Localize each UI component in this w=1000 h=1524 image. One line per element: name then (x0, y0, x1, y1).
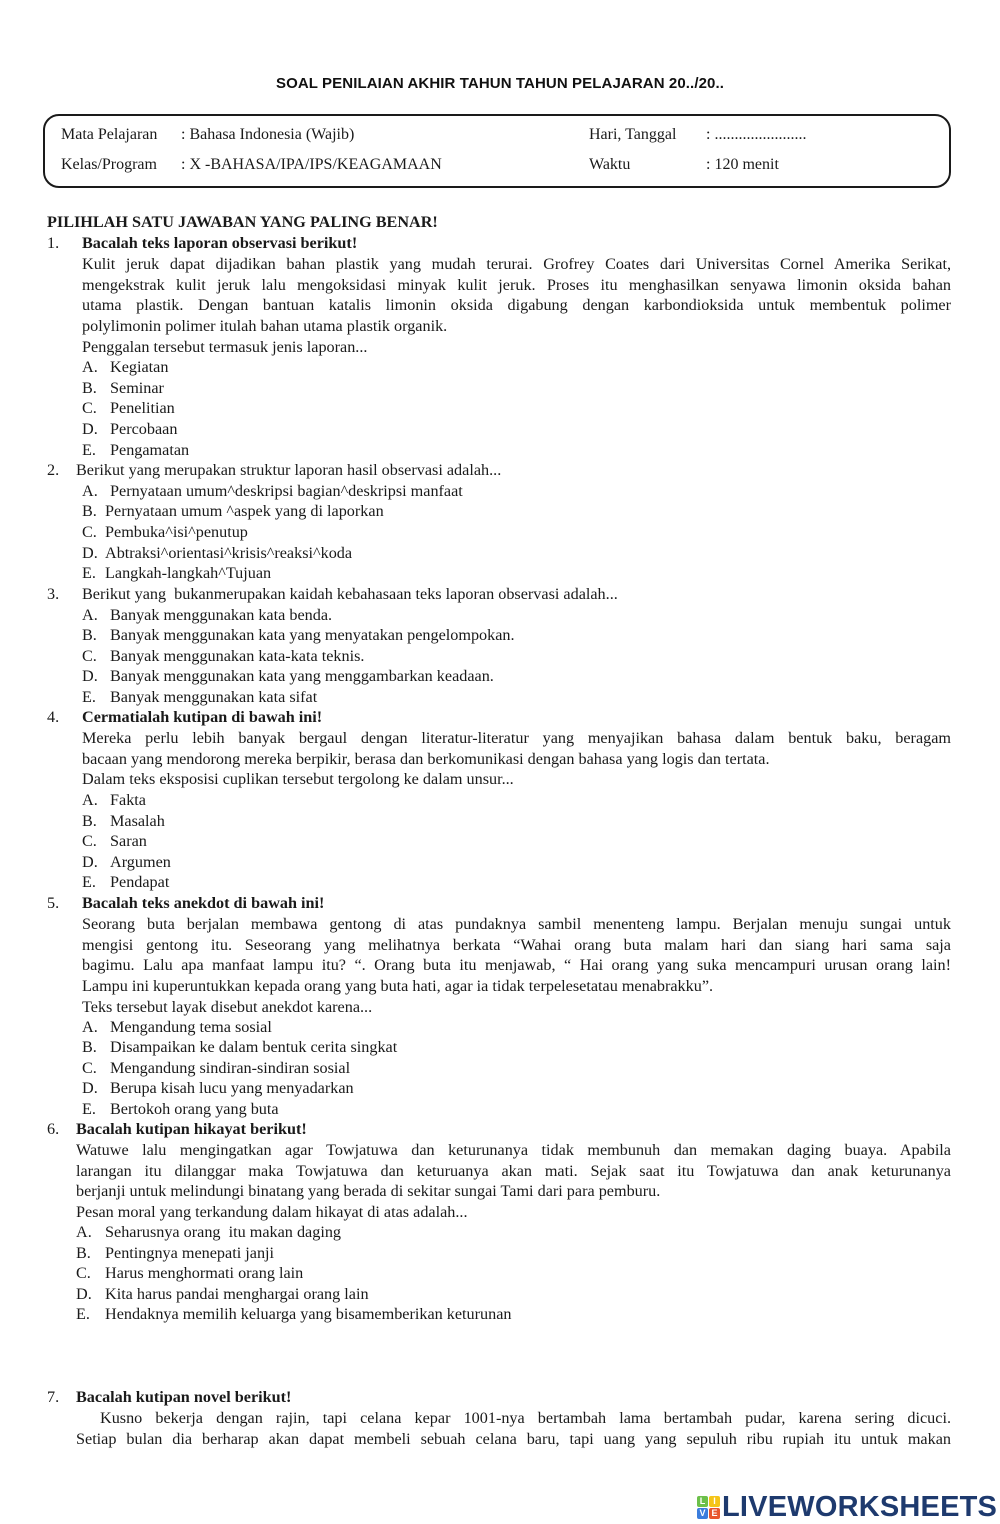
option-text: Banyak menggunakan kata yang menggambarkan keadaan. (110, 667, 494, 685)
option-letter: E. (76, 1305, 90, 1323)
option-c[interactable] (82, 398, 175, 419)
option-letter: A. (76, 1223, 92, 1241)
passage-line: mengisi gentong itu. Seseorang yang melihatnya berkata “Wahai orang buta malam hari dan siang hari sama saja (82, 935, 951, 954)
passage-line: utama plastik. Dengan bantuan katalis limonin oksida digabung dengan karbondioksida untuk membentuk polimer (82, 296, 951, 315)
option-e[interactable] (82, 563, 271, 584)
option-text: Masalah (110, 812, 165, 830)
question-passage (76, 1408, 951, 1449)
option-text: Berupa kisah lucu yang menyadarkan (110, 1079, 354, 1097)
passage-line: Seorang buta berjalan membawa gentong di atas pundaknya sambil menenteng lampu. Berjalan menuju sungai untuk (82, 915, 951, 933)
question-prompt: Teks tersebut layak disebut anekdot karena... (82, 997, 373, 1016)
option-c[interactable] (76, 1263, 303, 1284)
question-passage (82, 914, 951, 1017)
option-text: Langkah-langkah^Tujuan (105, 564, 272, 582)
option-d[interactable] (82, 666, 494, 687)
question-title: Bacalah kutipan novel berikut! (76, 1388, 292, 1406)
option-letter: D. (82, 667, 98, 685)
question-title: Cermatialah kutipan di bawah ini! (82, 708, 323, 726)
option-letter: E. (82, 1100, 96, 1118)
option-text: Banyak menggunakan kata yang menyatakan pengelompokan. (110, 626, 515, 644)
question-passage (82, 728, 951, 790)
option-b[interactable] (82, 811, 165, 832)
option-letter: B. (82, 626, 97, 644)
option-letter: B. (76, 1244, 91, 1262)
option-b[interactable] (82, 625, 515, 646)
option-text: Penelitian (110, 399, 175, 417)
option-letter: C. (82, 399, 97, 417)
subject-value: : Bahasa Indonesia (Wajib) (181, 126, 355, 143)
question-title: Berikut yang merupakan struktur laporan hasil observasi adalah... (76, 461, 502, 479)
question-passage (82, 254, 951, 357)
option-letter: D. (82, 544, 98, 562)
passage-line: Watuwe lalu mengingatkan agar Towjatuwa dan keturunanya tidak membunuh dan memakan daging buaya. Apabila (76, 1141, 951, 1159)
option-text: Seminar (110, 379, 164, 397)
logo-tiles-icon (697, 1496, 720, 1519)
option-text: Pendapat (110, 873, 170, 891)
option-letter: C. (82, 647, 97, 665)
option-letter: B. (82, 812, 97, 830)
option-letter: C. (82, 832, 97, 850)
option-e[interactable] (82, 440, 189, 461)
option-letter: D. (82, 420, 98, 438)
option-letter: D. (82, 853, 98, 871)
option-text: Argumen (110, 853, 171, 871)
class-value: : X -BAHASA/IPA/IPS/KEAGAMAAN (181, 156, 442, 173)
option-e[interactable] (76, 1304, 512, 1325)
option-text: Banyak menggunakan kata sifat (110, 688, 318, 706)
subject-label: Mata Pelajaran (61, 126, 158, 143)
option-text: Pernyataan umum^deskripsi bagian^deskripsi manfaat (110, 482, 463, 500)
question-number: 4. (47, 708, 60, 726)
option-b[interactable] (82, 1037, 397, 1058)
option-text: Mengandung tema sosial (110, 1018, 272, 1036)
question-number: 1. (47, 234, 60, 252)
question-title: Bacalah teks anekdot di bawah ini! (82, 894, 325, 912)
option-a[interactable] (76, 1222, 341, 1243)
option-letter: E. (82, 564, 96, 582)
passage-line: Setiap bulan dia berharap akan dapat membeli sebuah celana baru, tapi uang yang sepuluh ribu rupiah itu untuk makan (76, 1429, 951, 1448)
passage-line: mengekstrak kulit jeruk lalu mengoksidasi minyak kulit jeruk. Proses itu menghasilkan senyawa limonin oksida bahan (82, 275, 951, 294)
question-number: 6. (47, 1120, 60, 1138)
option-text: Fakta (110, 791, 146, 809)
option-text: Pembuka^isi^penutup (105, 523, 248, 541)
option-letter: C. (82, 1059, 97, 1077)
option-text: Saran (110, 832, 147, 850)
option-e[interactable] (82, 687, 317, 708)
passage-line: bagimu. Lalu apa manfaat lampu itu? “. Orang buta itu menjawab, “ Hai orang yang suka mencampuri urusan orang lain! (82, 956, 951, 975)
option-c[interactable] (82, 831, 147, 852)
option-c[interactable] (82, 522, 248, 543)
logo-tile: V (697, 1508, 708, 1519)
option-letter: A. (82, 606, 98, 624)
question-title: Berikut yang bukanmerupakan kaidah kebahasaan teks laporan observasi adalah... (82, 585, 618, 603)
option-text: Kegiatan (110, 358, 169, 376)
option-a[interactable] (82, 481, 463, 502)
option-b[interactable] (76, 1243, 274, 1264)
instruction-heading: PILIHLAH SATU JAWABAN YANG PALING BENAR! (47, 213, 438, 231)
option-d[interactable] (82, 852, 171, 873)
question-number: 7. (47, 1388, 60, 1406)
option-c[interactable] (82, 1058, 350, 1079)
passage-line: berjanji untuk melindungi binatang yang berada di sekitar sungai Tami dari para pemburu. (76, 1182, 661, 1201)
option-text: Abtraksi^orientasi^krisis^reaksi^koda (105, 544, 353, 562)
logo-text: LIVEWORKSHEETS (722, 1491, 998, 1523)
option-letter: E. (82, 688, 96, 706)
option-a[interactable] (82, 1017, 272, 1038)
logo-tile: L (697, 1496, 708, 1507)
option-e[interactable] (82, 872, 169, 893)
option-letter: E. (82, 873, 96, 891)
passage-line: bacaan yang mendorong mereka berpikir, berasa dan berkomunikasi dengan bahasa yang logis dan tertata. (82, 749, 770, 768)
option-letter: B. (82, 502, 97, 520)
question-prompt: Pesan moral yang terkandung dalam hikayat di atas adalah... (76, 1203, 468, 1222)
option-text: Banyak menggunakan kata benda. (110, 606, 333, 624)
option-text: Kita harus pandai menghargai orang lain (105, 1285, 369, 1303)
passage-line: Lampu ini kuperuntukkan kepada orang yang buta hati, agar ia tidak terpelesetatau menabrakku”. (82, 977, 714, 996)
time-label: Waktu (589, 156, 631, 173)
option-text: Bertokoh orang yang buta (110, 1100, 279, 1118)
option-letter: A. (82, 791, 98, 809)
option-letter: C. (76, 1264, 91, 1282)
class-label: Kelas/Program (61, 156, 157, 173)
option-letter: C. (82, 523, 97, 541)
option-letter: E. (82, 441, 96, 459)
option-text: Pernyataan umum ^aspek yang di laporkan (105, 502, 384, 520)
option-text: Hendaknya memilih keluarga yang bisamemberikan keturunan (105, 1305, 512, 1323)
liveworksheets-logo (697, 1491, 998, 1523)
option-letter: B. (82, 379, 97, 397)
question-prompt: Penggalan tersebut termasuk jenis laporan... (82, 337, 368, 356)
option-b[interactable] (82, 378, 164, 399)
time-value: : 120 menit (706, 156, 779, 173)
option-text: Banyak menggunakan kata-kata teknis. (110, 647, 365, 665)
date-label: Hari, Tanggal (589, 126, 677, 143)
page-title: SOAL PENILAIAN AKHIR TAHUN TAHUN PELAJARAN 20../20.. (275, 75, 725, 92)
passage-line: Kulit jeruk dapat dijadikan bahan plastik yang mudah terurai. Grofrey Coates dari Universitas Cornel Amerika Serikat, (82, 255, 951, 273)
option-text: Mengandung sindiran-sindiran sosial (110, 1059, 351, 1077)
option-a[interactable] (82, 357, 168, 378)
option-text: Seharusnya orang itu makan daging (105, 1223, 342, 1241)
option-d[interactable] (82, 419, 177, 440)
passage-line: Mereka perlu lebih banyak bergaul dengan literatur-literatur yang menyajikan bahasa dalam bentuk baku, beragam (82, 729, 951, 747)
option-letter: D. (82, 1079, 98, 1097)
option-text: Percobaan (110, 420, 178, 438)
option-text: Harus menghormati orang lain (105, 1264, 304, 1282)
date-value: : ....................... (706, 126, 807, 143)
option-letter: A. (82, 358, 98, 376)
passage-line: Kusno bekerja dengan rajin, tapi celana kepar 1001-nya bertambah lama bertambah pudar, karena sering dicuci. (100, 1409, 951, 1427)
question-number: 3. (47, 585, 60, 603)
option-text: Pentingnya menepati janji (105, 1244, 275, 1262)
question-title: Bacalah kutipan hikayat berikut! (76, 1120, 307, 1138)
question-title: Bacalah teks laporan observasi berikut! (82, 234, 358, 252)
option-letter: A. (82, 1018, 98, 1036)
option-text: Disampaikan ke dalam bentuk cerita singkat (110, 1038, 398, 1056)
passage-line: polylimonin polimer itulah bahan utama plastik organik. (82, 317, 448, 336)
option-d[interactable] (82, 543, 352, 564)
option-a[interactable] (82, 605, 332, 626)
option-letter: B. (82, 1038, 97, 1056)
logo-tile: I (709, 1496, 720, 1507)
option-c[interactable] (82, 646, 364, 667)
option-d[interactable] (82, 1078, 354, 1099)
passage-line: larangan itu dilanggar maka Towjatuwa dan keturuanya akan mati. Sejak saat itu Towjatuwa dan anak keturunanya (76, 1161, 951, 1180)
option-b[interactable] (82, 501, 384, 522)
question-number: 5. (47, 894, 60, 912)
exam-info-box (43, 114, 951, 188)
option-d[interactable] (76, 1284, 369, 1305)
option-text: Pengamatan (110, 441, 190, 459)
option-a[interactable] (82, 790, 146, 811)
question-prompt: Dalam teks eksposisi cuplikan tersebut tergolong ke dalam unsur... (82, 770, 514, 789)
logo-tile: E (709, 1508, 720, 1519)
question-number: 2. (47, 461, 60, 479)
option-letter: A. (82, 482, 98, 500)
option-e[interactable] (82, 1099, 279, 1120)
question-passage (76, 1140, 951, 1223)
option-letter: D. (76, 1285, 92, 1303)
